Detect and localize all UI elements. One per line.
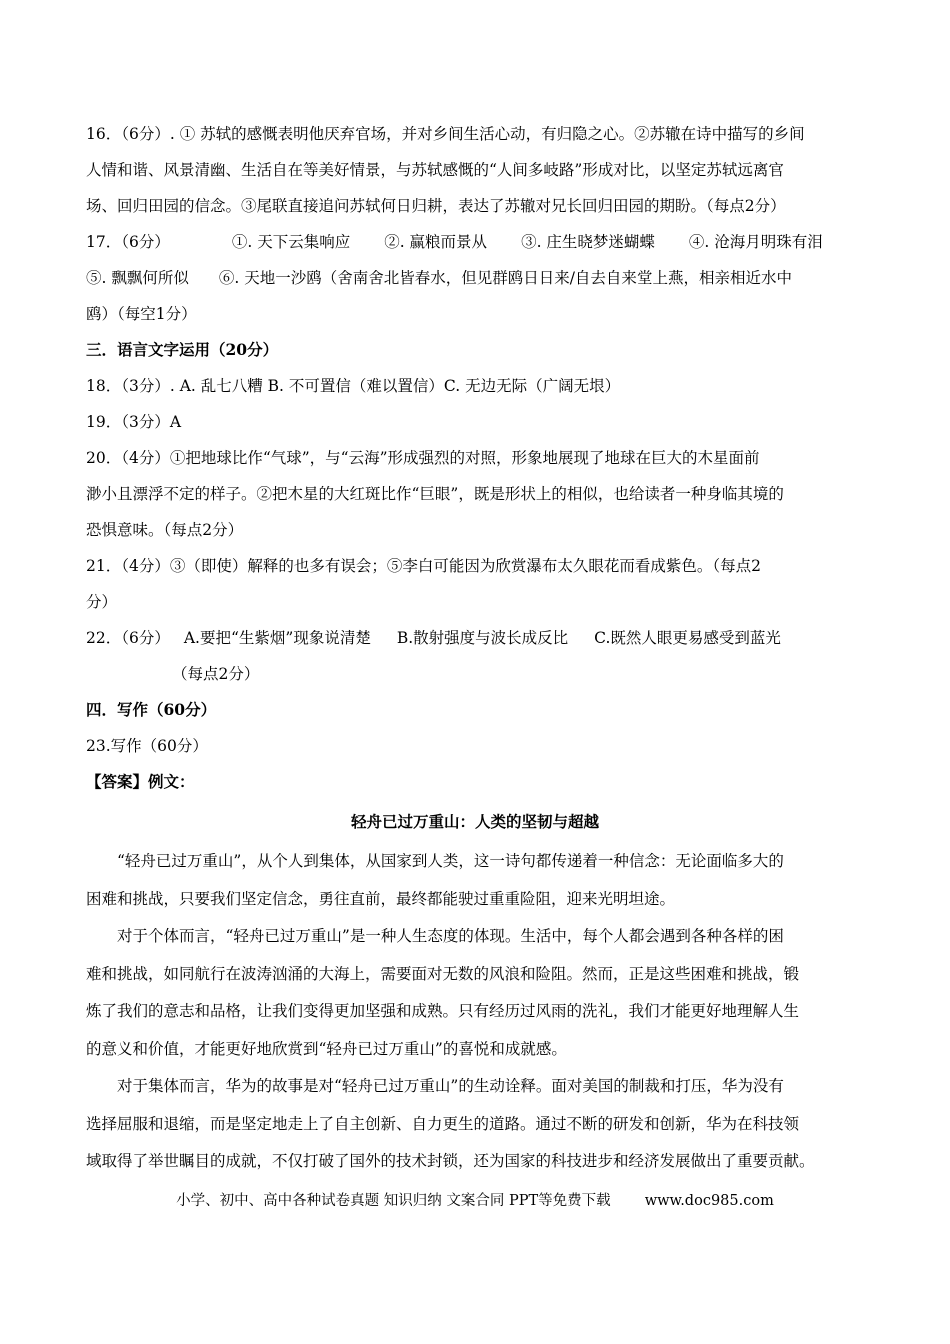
footer-url[interactable]: www.doc985.com	[644, 1193, 774, 1209]
essay-p3-line1: 对于集体而言，华为的故事是对“轻舟已过万重山”的生动诠释。面对美国的制裁和打压，华为没有	[117, 1077, 784, 1095]
q22-option-a: A.要把“生紫烟”现象说清楚	[183, 629, 371, 647]
q16-line1: 16．（6分）. ① 苏轼的感慨表明他厌弃官场，并对乡间生活心动，有归隐之心。②苏辙在诗中描写的乡间	[86, 125, 805, 143]
q16-line2: 人情和谐、风景清幽、生活自在等美好情景，与苏轼感慨的“人间多岐路”形成对比，以坚定苏轼远离官	[86, 161, 784, 179]
q22-option-b: B.散射强度与波长成反比	[396, 629, 569, 647]
answer-label: 【答案】例文：	[86, 772, 195, 791]
q20-line1: 20．（4分）①把地球比作“气球”，与“云海”形成强烈的对照，形象地展现了地球在巨大的木星面前	[86, 449, 760, 467]
section-4-heading: 四．写作（60分）	[86, 700, 217, 719]
q17-item-5: ⑤. 飘飘何所似	[86, 269, 189, 287]
q17-line3: 鸥）（每空1分）	[86, 305, 197, 323]
q22-option-c: C.既然人眼更易感受到蓝光	[594, 629, 781, 647]
essay-p2-line2: 难和挑战，如同航行在波涛汹涌的大海上，需要面对无数的风浪和险阻。然而，正是这些困难和挑战，锻	[86, 964, 800, 983]
q20-line2: 渺小且漂浮不定的样子。②把木星的大红斑比作“巨眼”，既是形状上的相似，也给读者一种身临其境的	[86, 485, 784, 503]
essay-title: 轻舟已过万重山：人类的坚韧与超越	[350, 812, 599, 831]
answer-content	[86, 116, 864, 1181]
q22-line1	[86, 620, 864, 656]
q20-line3: 恐惧意味。（每点2分）	[86, 521, 244, 539]
q16-line3: 场、回归田园的信念。③尾联直接追问苏轼何日归耕，表达了苏辙对兄长回归田园的期盼。（每点2分）	[86, 197, 786, 215]
essay-p2-line3: 炼了我们的意志和品格，让我们变得更加坚强和成熟。只有经历过风雨的洗礼，我们才能更好地理解人生	[86, 1002, 800, 1020]
essay-p3-line2: 选择屈服和退缩，而是坚定地走上了自主创新、自力更生的道路。通过不断的研发和创新，华为在科技领	[86, 1114, 800, 1133]
section-3-heading: 三．语言文字运用（20分）	[86, 340, 279, 359]
q23-label: 23.写作（60分）	[86, 737, 208, 755]
q17-label: 17．（6分）	[86, 233, 170, 251]
essay-p1-line2: 困难和挑战，只要我们坚定信念，勇往直前，最终都能驶过重重险阻，迎来光明坦途。	[86, 889, 676, 908]
essay-p1-line1: “轻舟已过万重山”，从个人到集体，从国家到人类，这一诗句都传递着一种信念：无论面临多大的	[117, 852, 784, 870]
q22-note: （每点2分）	[172, 665, 260, 683]
q21-line1: 21．（4分）③（即使）解释的也多有误会；⑤李白可能因为欣赏瀑布太久眼花而看成紫色。（每点2	[86, 557, 761, 575]
q17-item-4: ④. 沧海月明珠有泪	[688, 233, 823, 251]
essay-p2-line4: 的意义和价值，才能更好地欣赏到“轻舟已过万重山”的喜悦和成就感。	[86, 1039, 567, 1058]
essay-p2-line1: 对于个体而言，“轻舟已过万重山”是一种人生态度的体现。生活中，每个人都会遇到各种各样的困	[117, 927, 784, 945]
q17-item-2: ②. 赢粮而景从	[384, 233, 488, 251]
q17-item-1: ①. 天下云集响应	[231, 233, 351, 251]
q17-line1	[86, 224, 864, 260]
essay	[86, 804, 864, 1181]
footer-text: 小学、初中、高中各种试卷真题 知识归纳 文案合同 PPT等免费下载	[176, 1193, 611, 1209]
q17-item-6: ⑥. 天地一沙鸥（舍南舍北皆春水，但见群鸥日日来/自去自来堂上燕，相亲相近水中	[218, 269, 792, 287]
q17-item-3: ③. 庄生晓梦迷蝴蝶	[521, 233, 655, 251]
essay-p3-line3: 域取得了举世瞩目的成就，不仅打破了国外的技术封锁，还为国家的科技进步和经济发展做出了重要贡献。	[86, 1152, 815, 1170]
q18-answer: 18．（3分）. A. 乱七八糟 B. 不可置信（难以置信）C. 无边无际（广阔无垠）	[86, 377, 621, 395]
q19-answer: 19．（3分）A	[86, 413, 182, 431]
page-footer	[0, 1188, 950, 1214]
q21-line2: 分）	[86, 593, 118, 611]
q22-label: 22．（6分）	[86, 629, 170, 647]
q17-line2	[86, 260, 864, 296]
